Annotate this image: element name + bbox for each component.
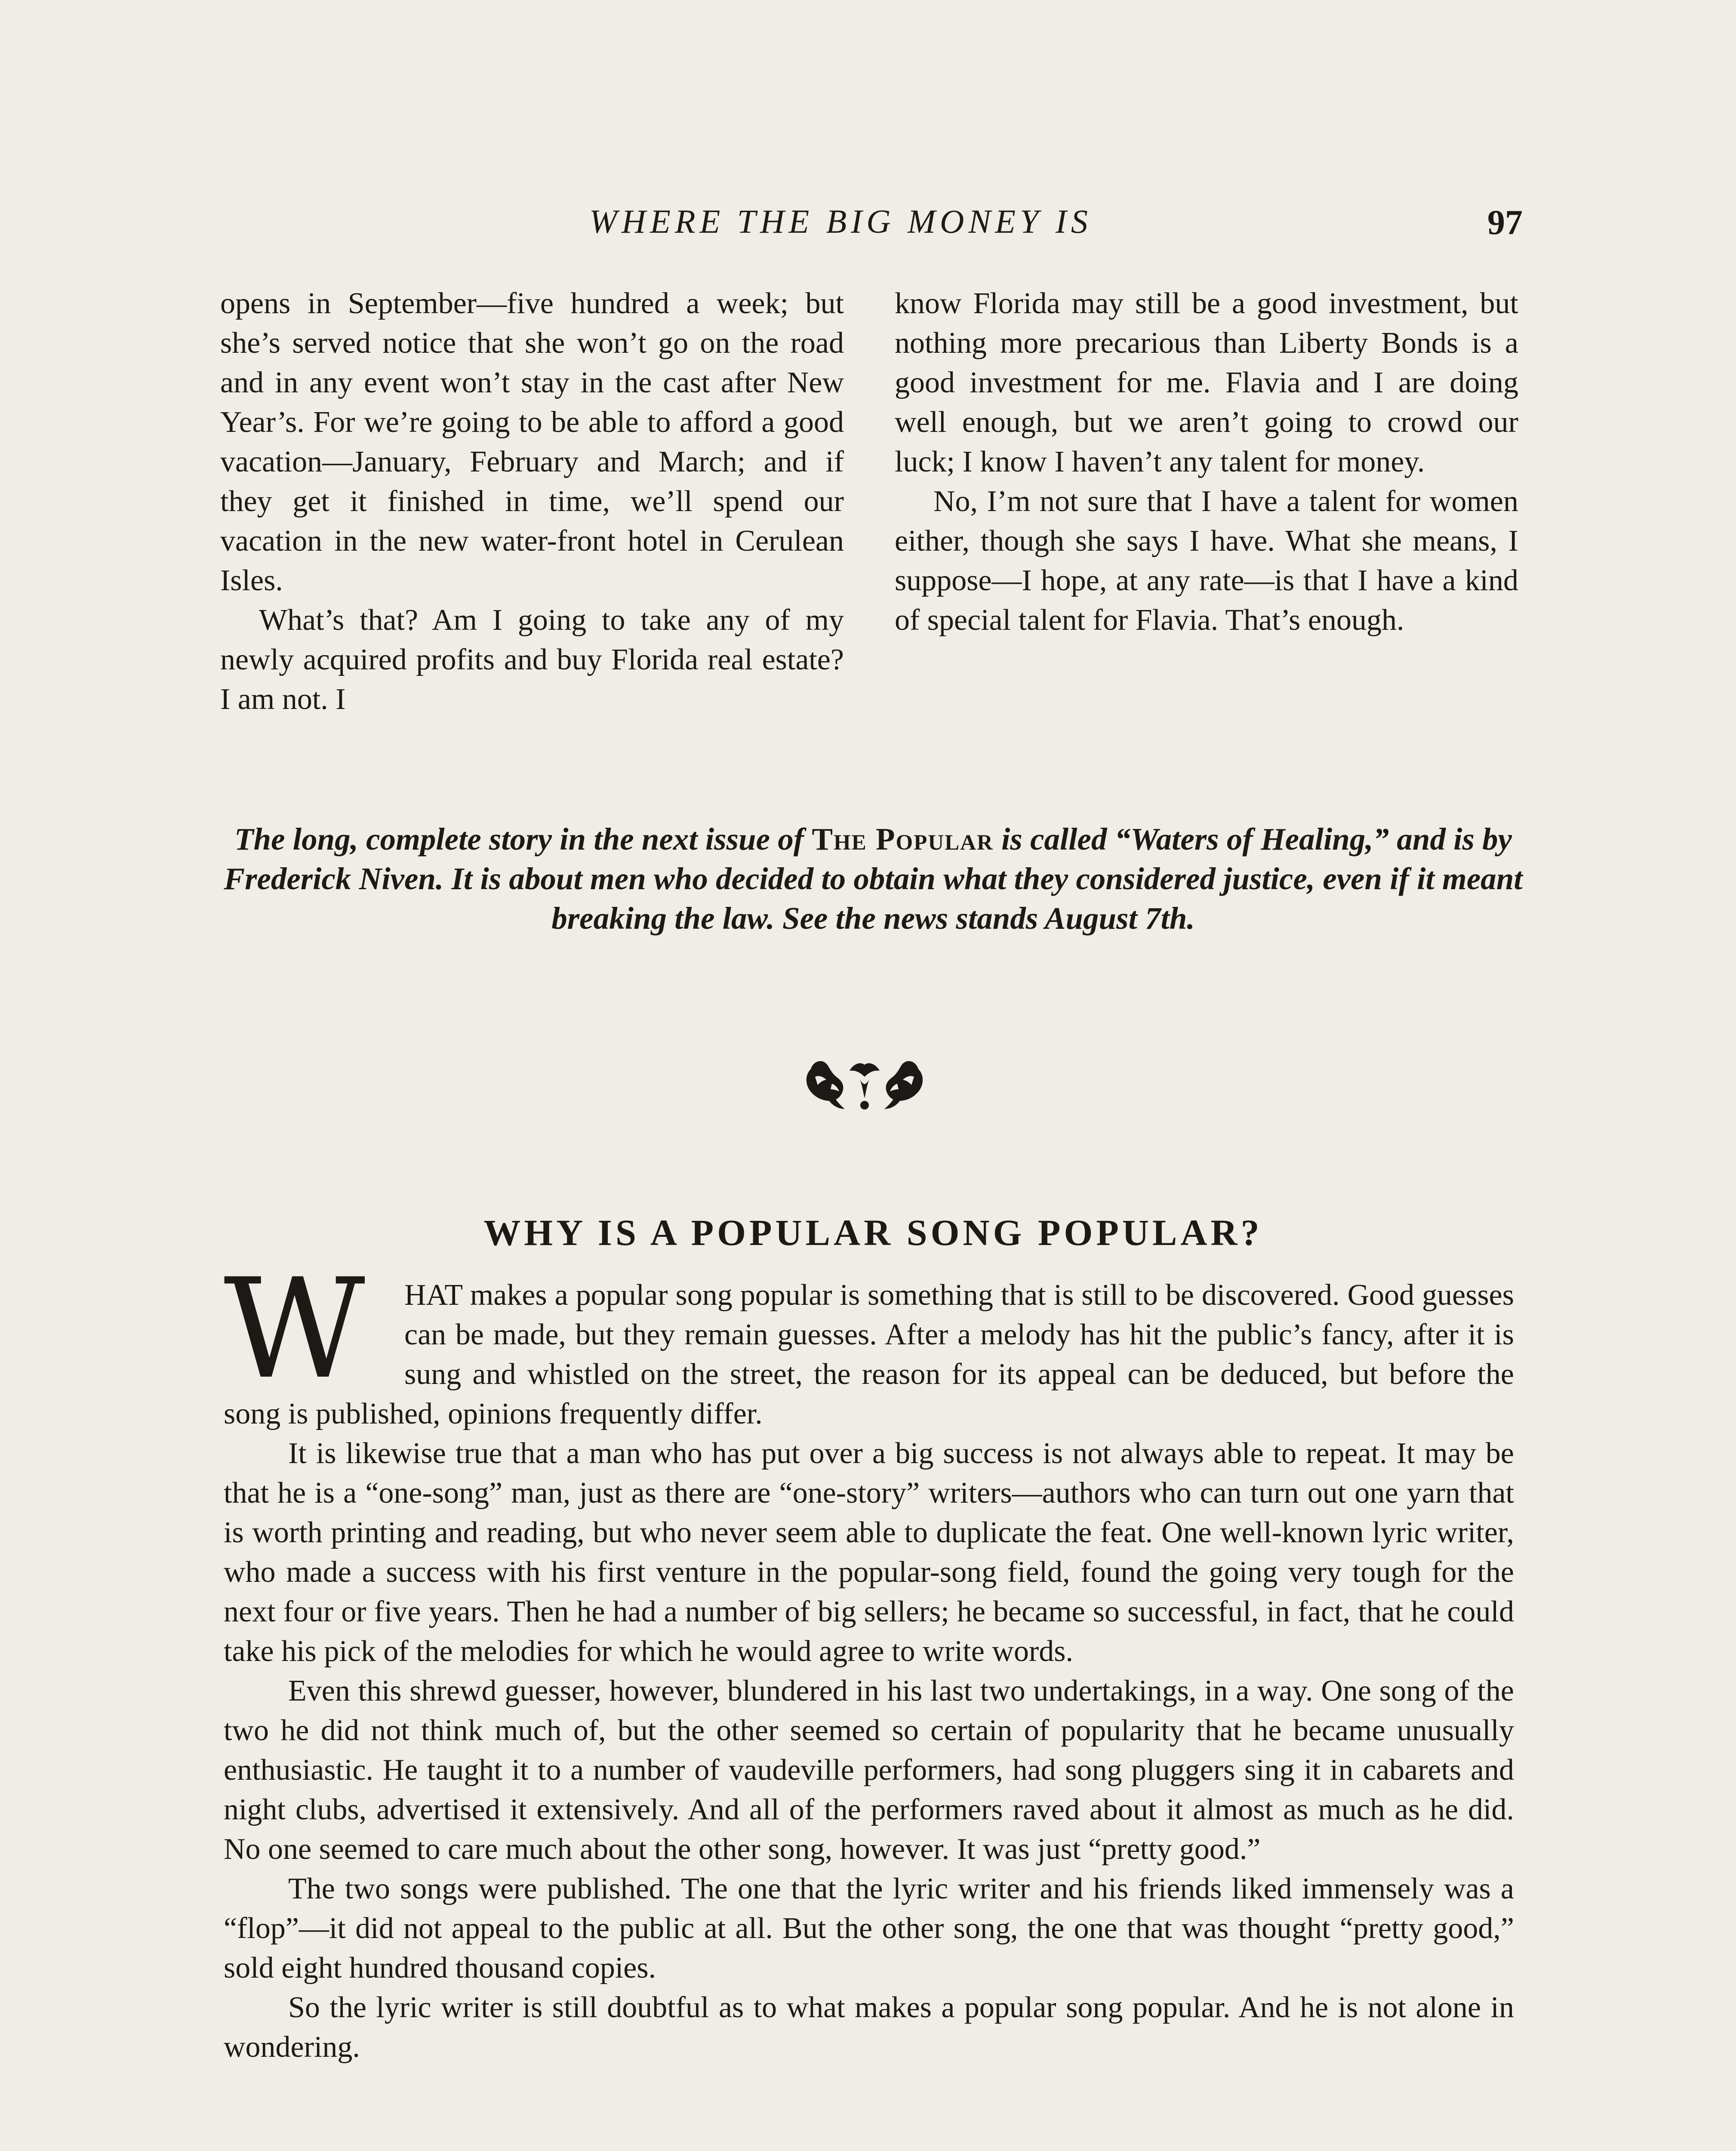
teaser-body: is called “Waters of Healing,” and is by Frederick Niven. It is about men who decided to obtain what they considered justice, even if it meant breaking the law. See the news stands August 7th. [224,822,1523,936]
story-paragraph: What’s that? Am I going to take any of my newly acquired profits and buy Florida real estate? I am not. I [220,604,844,716]
article-body [224,1249,1514,2067]
running-title: WHERE THE BIG MONEY IS [589,203,1092,240]
story-left-column [220,284,844,719]
article-paragraph: The two songs were published. The one that the lyric writer and his friends liked immensely was a “flop”—it did not appeal to the public at all. But the other song, the one that was thought “pretty good,” sold eight hundred thousand copies. [224,1872,1514,1985]
article-paragraph: Even this shrewd guesser, however, blundered in his last two undertakings, in a way. One song of the two he did not think much of, but the other seemed so certain of popularity that he became unusually enthusiastic. He taught it to a number of vaudeville performers, had song pluggers sing it in cabarets and night clubs, advertised it extensively. And all of the performers raved about it almost as much as he did. No one seemed to care much about the other song, however. It was just “pretty good.” [224,1674,1514,1866]
page-number: 97 [1487,203,1523,242]
story-paragraph: No, I’m not sure that I have a talent for women either, though she says I have. What she means, I suppose—I hope, at any rate—is that I have a kind of special talent for Flavia. That’s enough. [895,485,1518,637]
article-paragraph: So the lyric writer is still doubtful as to what makes a popular song popular. And he is not alone in wondering. [224,1991,1514,2064]
floral-ornament-icon [787,1052,942,1121]
magazine-name: The Popular [812,822,994,857]
running-head [232,202,1523,250]
article-first-paragraph [224,1249,1514,1434]
story-paragraph: know Florida may still be a good investment, but nothing more precarious than Liberty Bonds is a good investment for me. Flavia and I are doing well enough, but we aren’t going to crowd our luck; I know I haven’t any talent for money. [895,287,1518,478]
teaser-intro: The long, complete story in the next issue of [234,822,804,857]
drop-cap: W [224,1249,365,1409]
article-paragraph: It is likewise true that a man who has put over a big success is not always able to repeat. It may be that he is a “one-song” man, just as there are “one-story” writers—authors who can turn out one yarn that is worth printing and reading, but who never seem able to duplicate the feat. One well-known lyric writer, who made a success with his first venture in the popular-song field, found the going very tough for the next four or five years. Then he had a number of big sellers; he became so successful, in fact, that he could take his pick of the melodies for which he would agree to write words. [224,1437,1514,1668]
story-paragraph: opens in September—five hundred a week; but she’s served notice that she won’t go on the road and in any event won’t stay in the cast after New Year’s. For we’re going to be able to afford a good vacation—January, February and March; and if they get it finished in time, we’ll spend our vacation in the new water-front hotel in Cerulean Isles. [220,287,844,597]
article-paragraph: HAT makes a popular song popular is something that is still to be discovered. Good guesses can be made, but they remain guesses. After a melody has hit the public’s fancy, after it is sung and whistled on the street, the reason for its appeal can be deduced, but before the song is published, opinions frequently differ. [224,1279,1514,1430]
article-title: WHY IS A POPULAR SONG POPULAR? [483,1212,1263,1253]
next-issue-teaser [224,820,1523,938]
story-right-column [895,284,1518,640]
